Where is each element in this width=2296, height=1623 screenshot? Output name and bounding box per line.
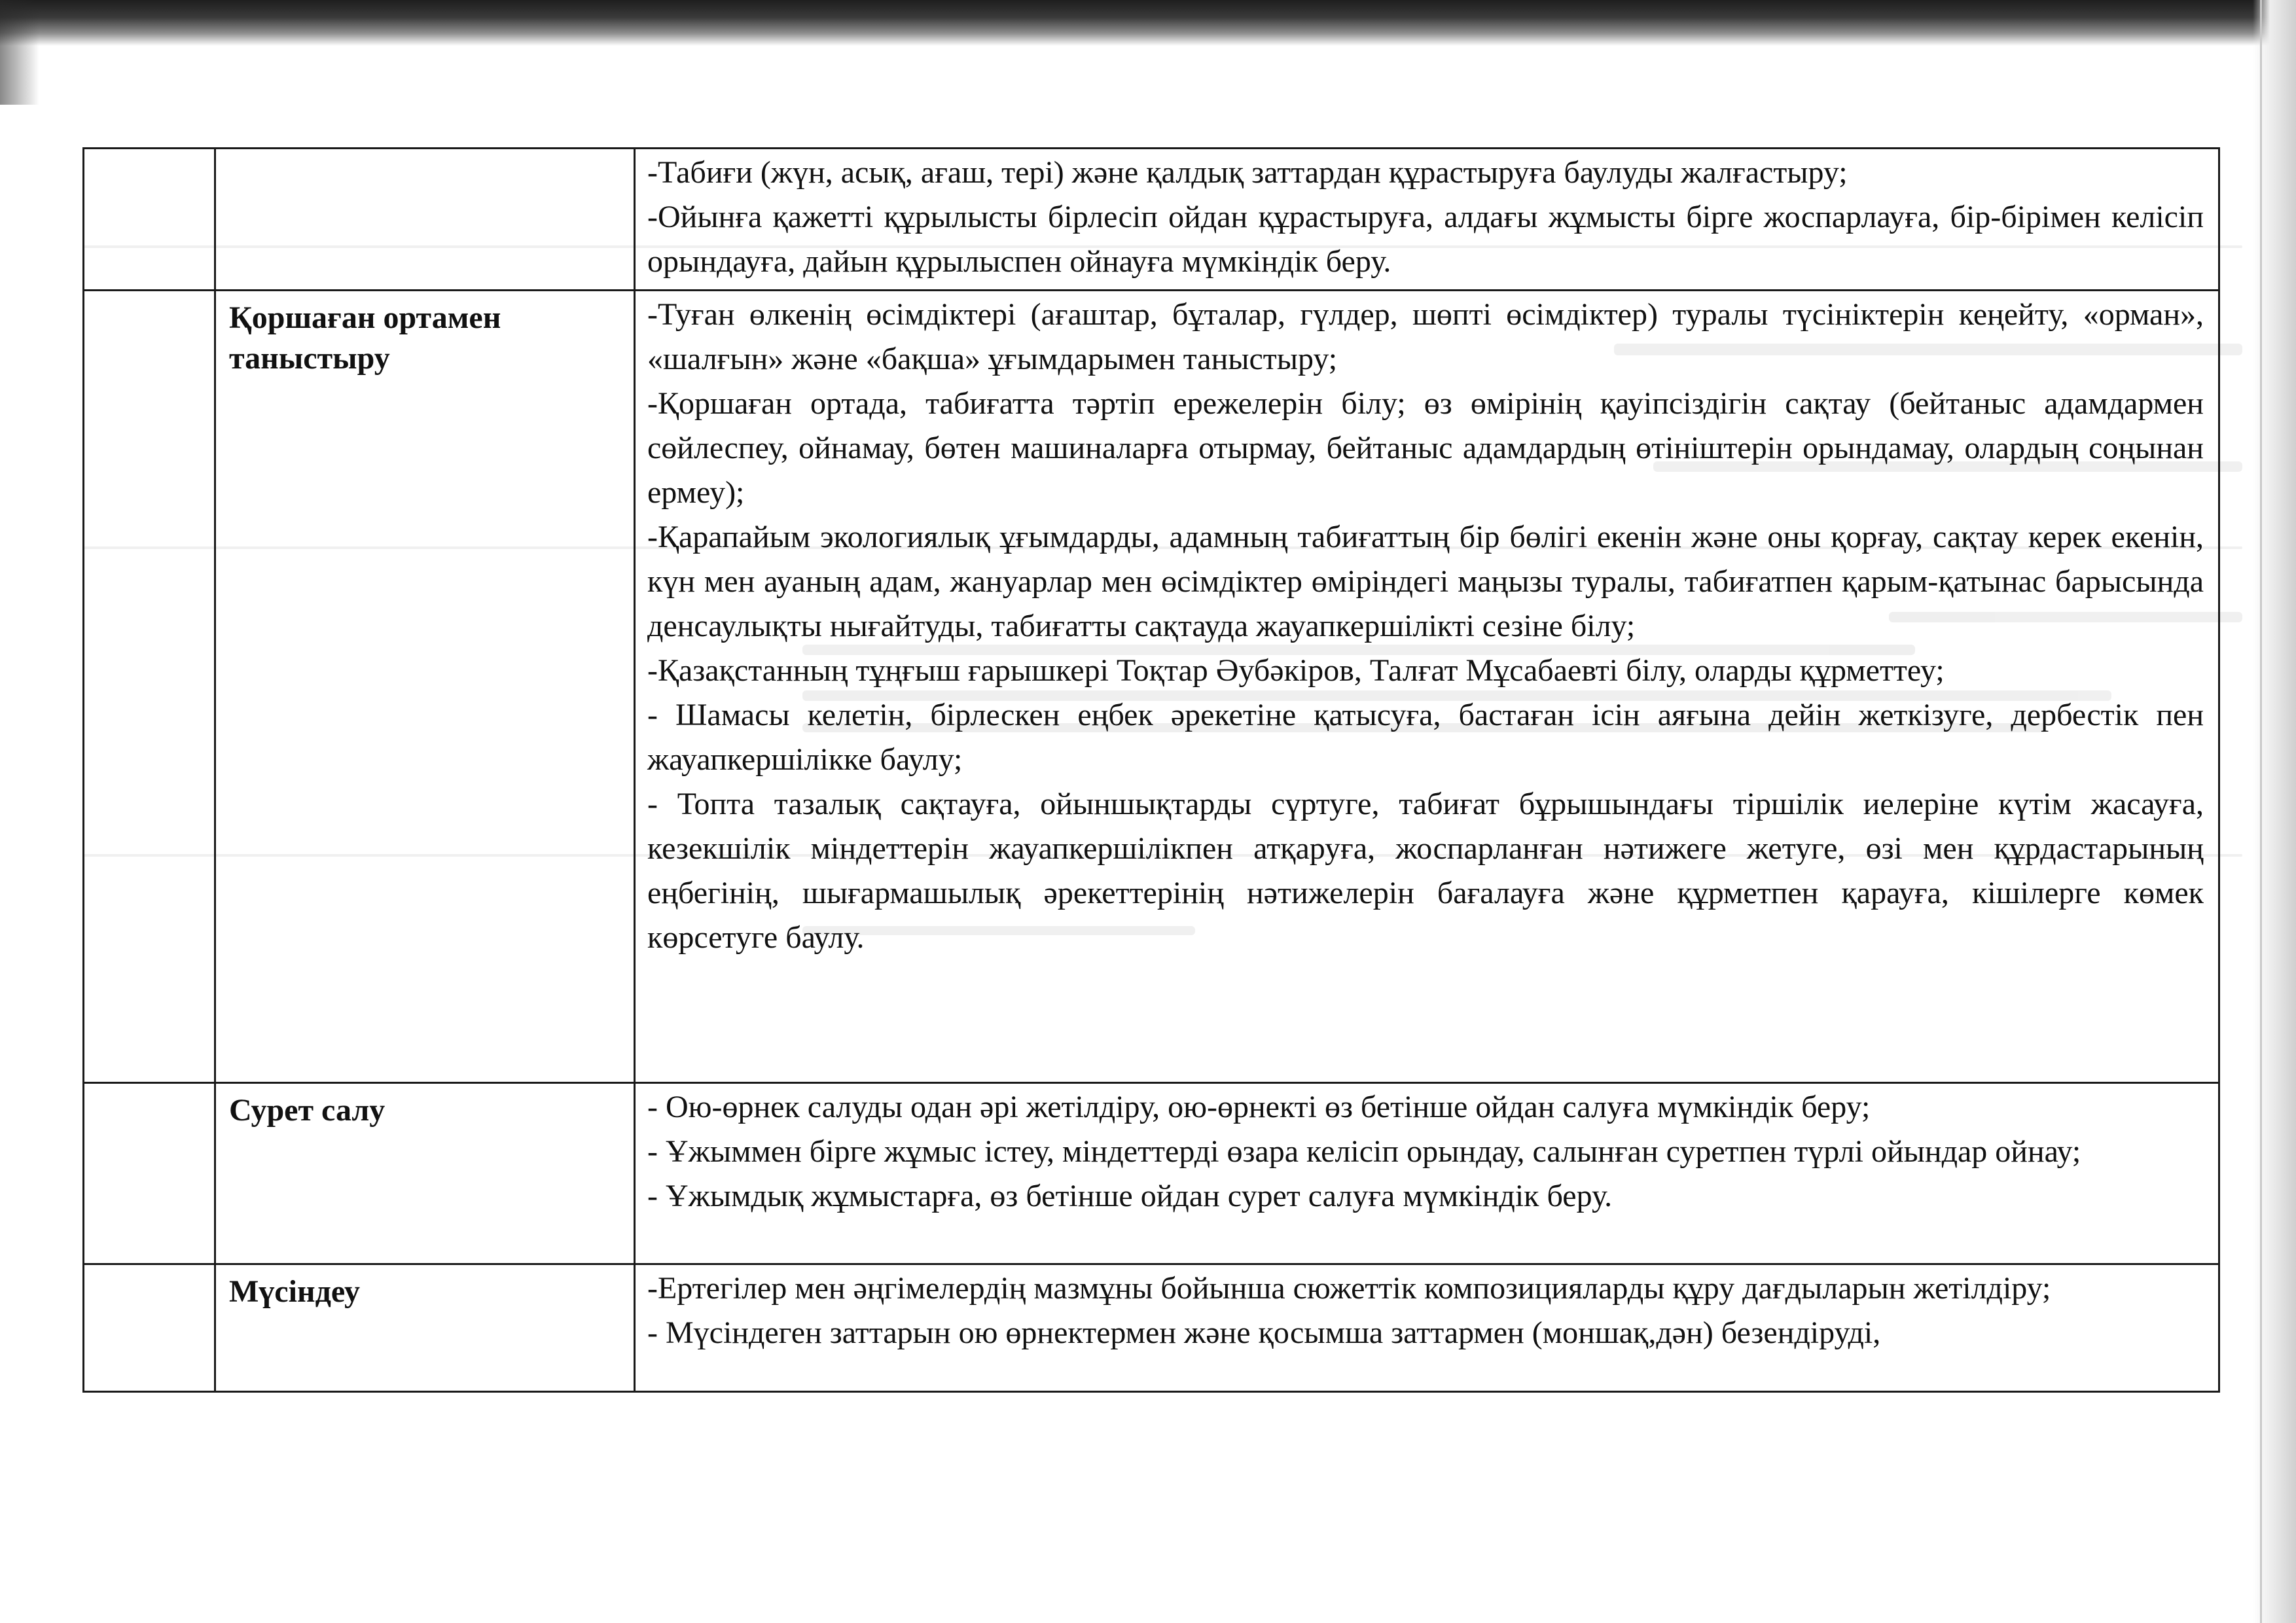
page-edge-line	[2260, 0, 2262, 1623]
content-paragraph: - Топта тазалық сақтауға, ойыншықтарды сүртуге, табиғат бұрышындағы тіршілік иелеріне күтім жасауға, кезекшілік міндеттерін жауапкершілікпен атқаруға, жоспарланған нәтижеге жетуге, өзі мен құрдастарының еңбегінің, шығармашылық әрекеттерінің нәтижелерін бағалауға және құрметпен қарауға, кішілерге көмек көрсетуге баулу.	[647, 787, 2204, 955]
content-paragraph: - Мүсіндеген заттарын ою өрнектермен және қосымша заттармен (моншақ,дән) безендіруді,	[647, 1315, 1881, 1350]
content-cell	[635, 1264, 2219, 1392]
content-text	[636, 149, 2218, 289]
subject-cell	[215, 149, 635, 291]
subject-cell	[215, 1264, 635, 1392]
content-text	[636, 1265, 2218, 1361]
content-paragraph: - Шамасы келетін, бірлескен еңбек әрекетіне қатысуға, бастаған ісін аяғына дейін жеткізуге, дербестік пен жауапкершілікке баулу;	[647, 698, 2204, 777]
content-paragraph: -Қазақстанның тұңғыш ғарышкері Тоқтар Әубәкіров, Талғат Мұсабаевті білу, оларды құрметтеу;	[647, 653, 1945, 688]
content-paragraph: -Ертегілер мен әңгімелердің мазмұны бойынша сюжеттік композицияларды құру дағдыларын жетілдіру;	[647, 1271, 2051, 1306]
content-paragraph: -Қарапайым экологиялық ұғымдарды, адамның табиғаттың бір бөлігі екенін және оны қорғау, сақтау керек екенін, күн мен ауаның адам, жануарлар мен өсімдіктер өміріндегі маңызы туралы, табиғатпен қарым-қатынас барысында денсаулықты нығайтуды, табиғатты сақтауда жауапкершілікті сезіне білу;	[647, 520, 2204, 643]
table-row	[84, 1264, 2219, 1392]
subject-title: Мүсіндеу	[229, 1274, 360, 1309]
index-cell	[84, 149, 215, 291]
subject-title	[216, 149, 634, 156]
table-row	[84, 149, 2219, 291]
content-paragraph: -Ойынға қажетті құрылысты бірлесіп ойдан құрастыруға, алдағы жұмысты бірге жоспарлауға, бір-бірімен келісіп орындауға, дайын құрылыспен ойнауға мүмкіндік беру.	[647, 200, 2204, 279]
subject-title: Қоршаған ортамен таныстыру	[229, 300, 501, 376]
scan-corner-shadow	[0, 0, 39, 105]
content-paragraph: - Ұжымдық жұмыстарға, өз бетінше ойдан сурет салуға мүмкіндік беру.	[647, 1179, 1613, 1213]
content-text	[636, 291, 2218, 965]
index-cell	[84, 1264, 215, 1392]
subject-cell	[215, 1083, 635, 1264]
table-row	[84, 291, 2219, 1083]
subject-title: Сурет салу	[229, 1093, 386, 1128]
content-paragraph: -Туған өлкенің өсімдіктері (ағаштар, бұталар, гүлдер, шөпті өсімдіктер) туралы түсініктерін кеңейту, «орман», «шалғын» және «бақша» ұғымдарымен таныстыру;	[647, 297, 2204, 376]
content-cell	[635, 1083, 2219, 1264]
index-cell	[84, 291, 215, 1083]
content-paragraph: - Ұжыммен бірге жұмыс істеу, міндеттерді өзара келісіп орындау, салынған суретпен түрлі ойындар ойнау;	[647, 1134, 2081, 1169]
page-edge-shadow	[2253, 0, 2296, 1623]
content-cell	[635, 291, 2219, 1083]
content-text	[636, 1084, 2218, 1224]
table-row	[84, 1083, 2219, 1264]
content-paragraph: -Табиғи (жүн, асық, ағаш, тері) және қалдық заттардан құрастыруға баулуды жалғастыру;	[647, 155, 1848, 190]
index-cell	[84, 1083, 215, 1264]
content-paragraph: -Қоршаған ортада, табиғатта тәртіп ережелерін білу; өз өмірінің қауіпсіздігін сақтау (бейтаныс адамдармен сөйлеспеу, ойнамау, бөтен машиналарға отырмау, бейтаныс адамдардың өтініштерін орындамау, олардың соңынан ермеу);	[647, 386, 2204, 510]
content-paragraph: - Ою-өрнек салуды одан әрі жетілдіру, ою-өрнекті өз бетінше ойдан салуға мүмкіндік беру;	[647, 1090, 1871, 1124]
scan-top-shadow	[0, 0, 2296, 46]
subject-cell	[215, 291, 635, 1083]
content-cell	[635, 149, 2219, 291]
curriculum-table	[82, 147, 2220, 1393]
